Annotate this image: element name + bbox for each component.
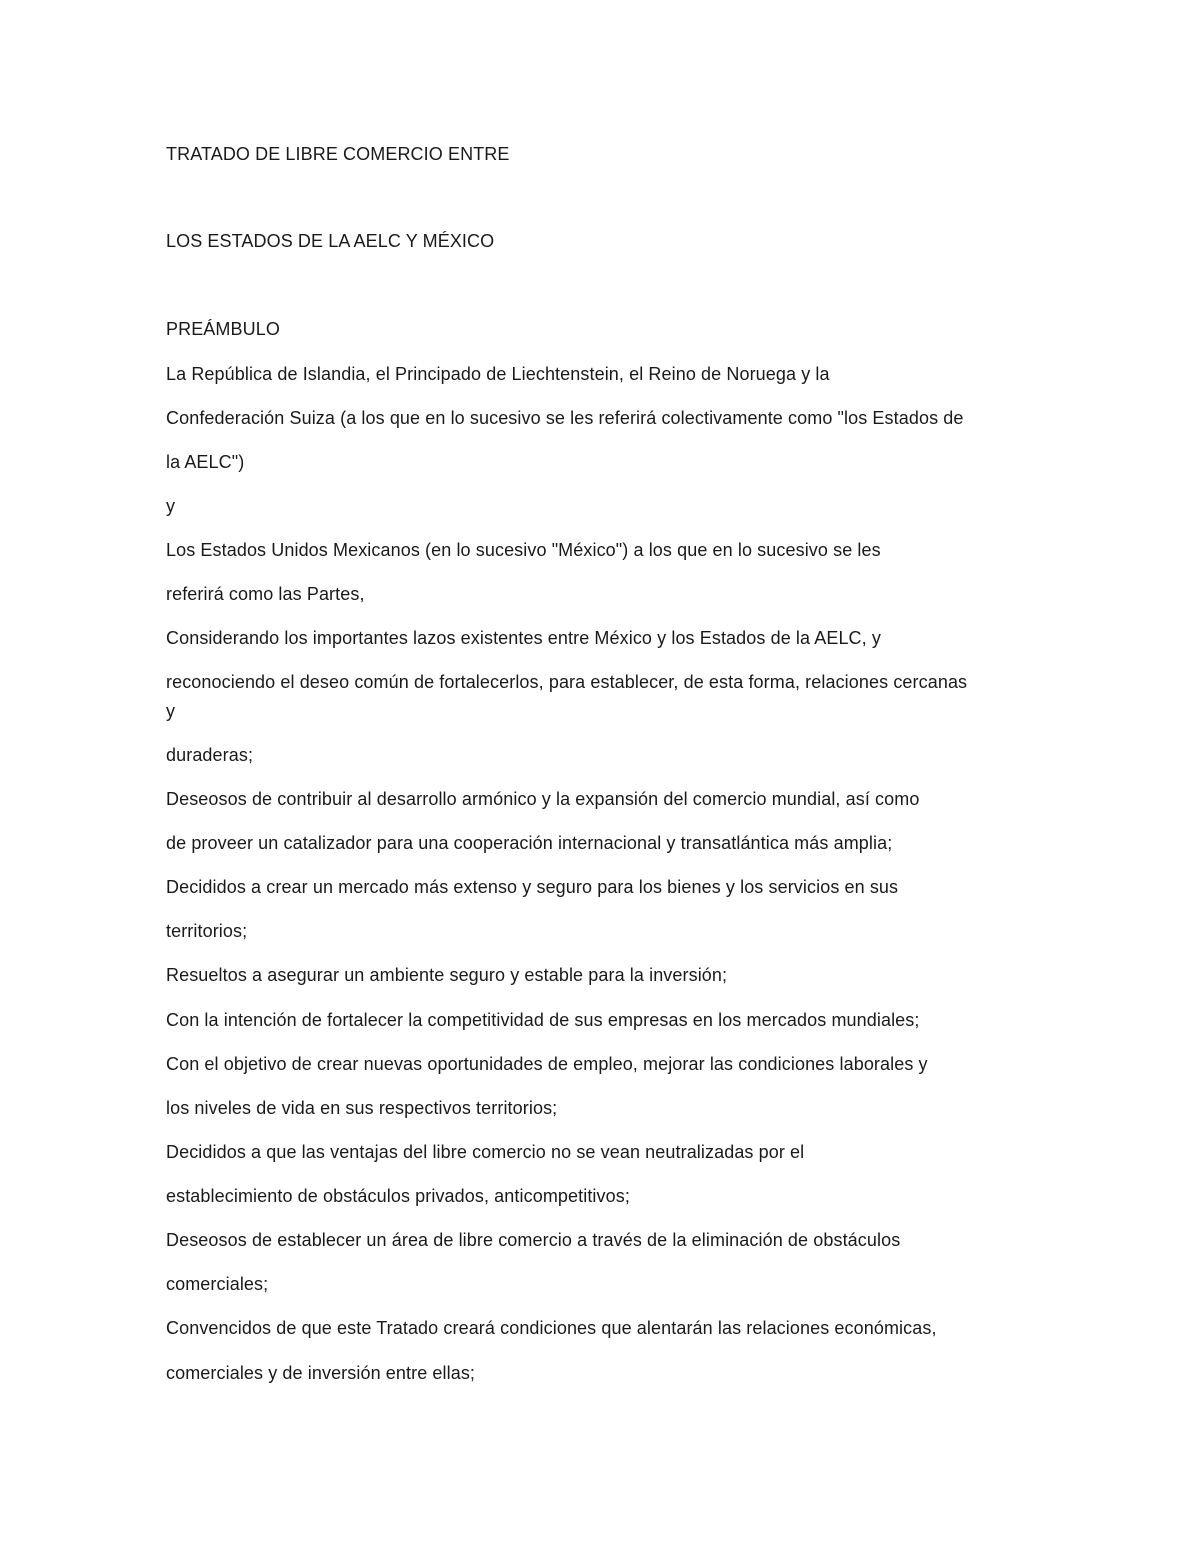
paragraph-line: comerciales; [166,1274,269,1294]
paragraph-line: comerciales y de inversión entre ellas; [166,1363,476,1383]
paragraph-line: duraderas; [166,745,254,765]
paragraph-line: territorios; [166,921,248,941]
paragraph-line: Considerando los importantes lazos existentes entre México y los Estados de la AELC, y [166,628,881,648]
paragraph-line: Deseosos de contribuir al desarrollo armónico y la expansión del comercio mundial, así como [166,789,920,809]
paragraph-line: Los Estados Unidos Mexicanos (en lo sucesivo "México") a los que en lo sucesivo se les [166,540,881,560]
paragraph-line: Con el objetivo de crear nuevas oportunidades de empleo, mejorar las condiciones laborales y [166,1054,928,1074]
paragraph-line: La República de Islandia, el Principado de Liechtenstein, el Reino de Noruega y la [166,364,830,384]
paragraph-line: Convencidos de que este Tratado creará condiciones que alentarán las relaciones económicas, [166,1318,937,1338]
paragraph-line: Resueltos a asegurar un ambiente seguro y estable para la inversión; [166,965,728,985]
document-title-line-1: TRATADO DE LIBRE COMERCIO ENTRE [166,144,510,164]
paragraph-line: Con la intención de fortalecer la competitividad de sus empresas en los mercados mundiales; [166,1010,920,1030]
paragraph-line: los niveles de vida en sus respectivos territorios; [166,1098,558,1118]
paragraph-line: establecimiento de obstáculos privados, anticompetitivos; [166,1186,630,1206]
paragraph-line: y [166,496,176,516]
paragraph-line: Decididos a que las ventajas del libre comercio no se vean neutralizadas por el [166,1142,805,1162]
paragraph-line: la AELC") [166,452,245,472]
paragraph-line: referirá como las Partes, [166,584,365,604]
preamble-heading: PREÁMBULO [166,319,280,339]
paragraph-line: reconociendo el deseo común de fortalecerlos, para establecer, de esta forma, relaciones cercanas [166,672,968,692]
paragraph-line: Confederación Suiza (a los que en lo sucesivo se les referirá colectivamente como "los Estados de [166,408,964,428]
paragraph-line: Decididos a crear un mercado más extenso y seguro para los bienes y los servicios en sus [166,877,899,897]
paragraph-line: de proveer un catalizador para una cooperación internacional y transatlántica más amplia; [166,833,893,853]
paragraph-line: Deseosos de establecer un área de libre comercio a través de la eliminación de obstáculos [166,1230,901,1250]
paragraph-line: y [166,701,176,721]
document-title-line-2: LOS ESTADOS DE LA AELC Y MÉXICO [166,231,495,251]
